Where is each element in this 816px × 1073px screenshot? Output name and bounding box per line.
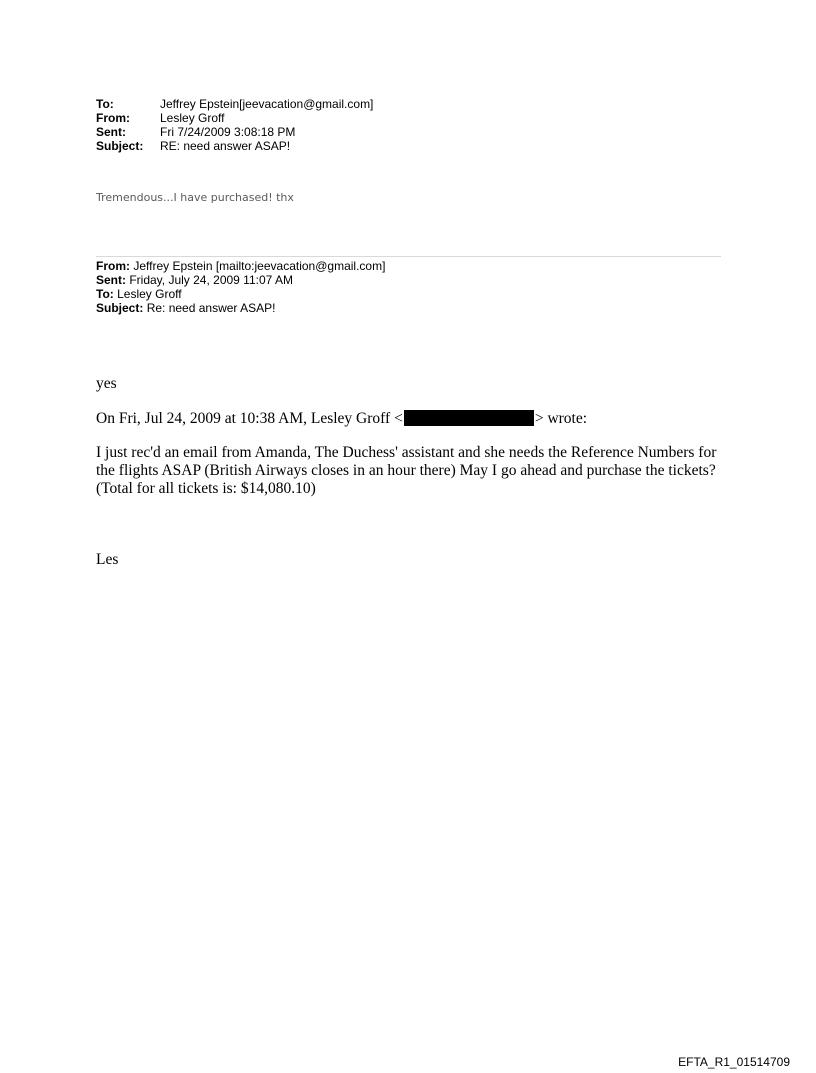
quoted-subject-value: Re: need answer ASAP! [146, 301, 276, 315]
header-sent-row [96, 125, 373, 139]
header-from-value: Lesley Groff [160, 111, 225, 125]
header-subject-value: RE: need answer ASAP! [160, 139, 291, 153]
header-to-value: Jeffrey Epstein[jeevacation@gmail.com] [160, 97, 374, 111]
quoted-subject-label: Subject: [96, 301, 144, 315]
header-sent-value: Fri 7/24/2009 3:08:18 PM [160, 125, 296, 139]
quoted-sent-value: Friday, July 24, 2009 11:07 AM [129, 273, 293, 287]
header-from-label: From: [96, 111, 130, 125]
quoted-to-label: To: [96, 287, 114, 301]
quoted-from-row [96, 259, 385, 273]
email-header [96, 97, 373, 153]
reply-body: Tremendous...I have purchased! thx [96, 191, 294, 204]
quoted-to-row [96, 287, 385, 301]
header-subject-label: Subject: [96, 139, 144, 153]
quoted-subject-row [96, 301, 385, 315]
header-subject-row [96, 139, 373, 153]
quoted-reply: yes [96, 375, 117, 392]
header-to-label: To: [96, 97, 114, 111]
attribution-before: On Fri, Jul 24, 2009 at 10:38 AM, Lesley Groff < [96, 410, 403, 427]
attribution-line [96, 410, 587, 428]
message-divider [96, 256, 721, 257]
header-to-row [96, 97, 373, 111]
quoted-header [96, 259, 385, 315]
header-sent-label: Sent: [96, 125, 126, 139]
quoted-sent-label: Sent: [96, 273, 126, 287]
attribution-after: > wrote: [534, 410, 588, 427]
quoted-to-value: Lesley Groff [117, 287, 182, 301]
quoted-sent-row [96, 273, 385, 287]
quoted-from-value: Jeffrey Epstein [mailto:jeevacation@gmail.com] [133, 259, 386, 273]
original-message: I just rec'd an email from Amanda, The Duchess' assistant and she needs the Reference Numbers for the flights ASAP (British Airways closes in an hour there) May I go ahead and purchase the tickets? (Total for all tickets is: $14,080.10) [96, 444, 717, 497]
header-from-row [96, 111, 373, 125]
signature: Les [96, 551, 119, 568]
quoted-from-label: From: [96, 259, 130, 273]
document-id: EFTA_R1_01514709 [678, 1055, 790, 1069]
redaction-block [404, 410, 534, 426]
